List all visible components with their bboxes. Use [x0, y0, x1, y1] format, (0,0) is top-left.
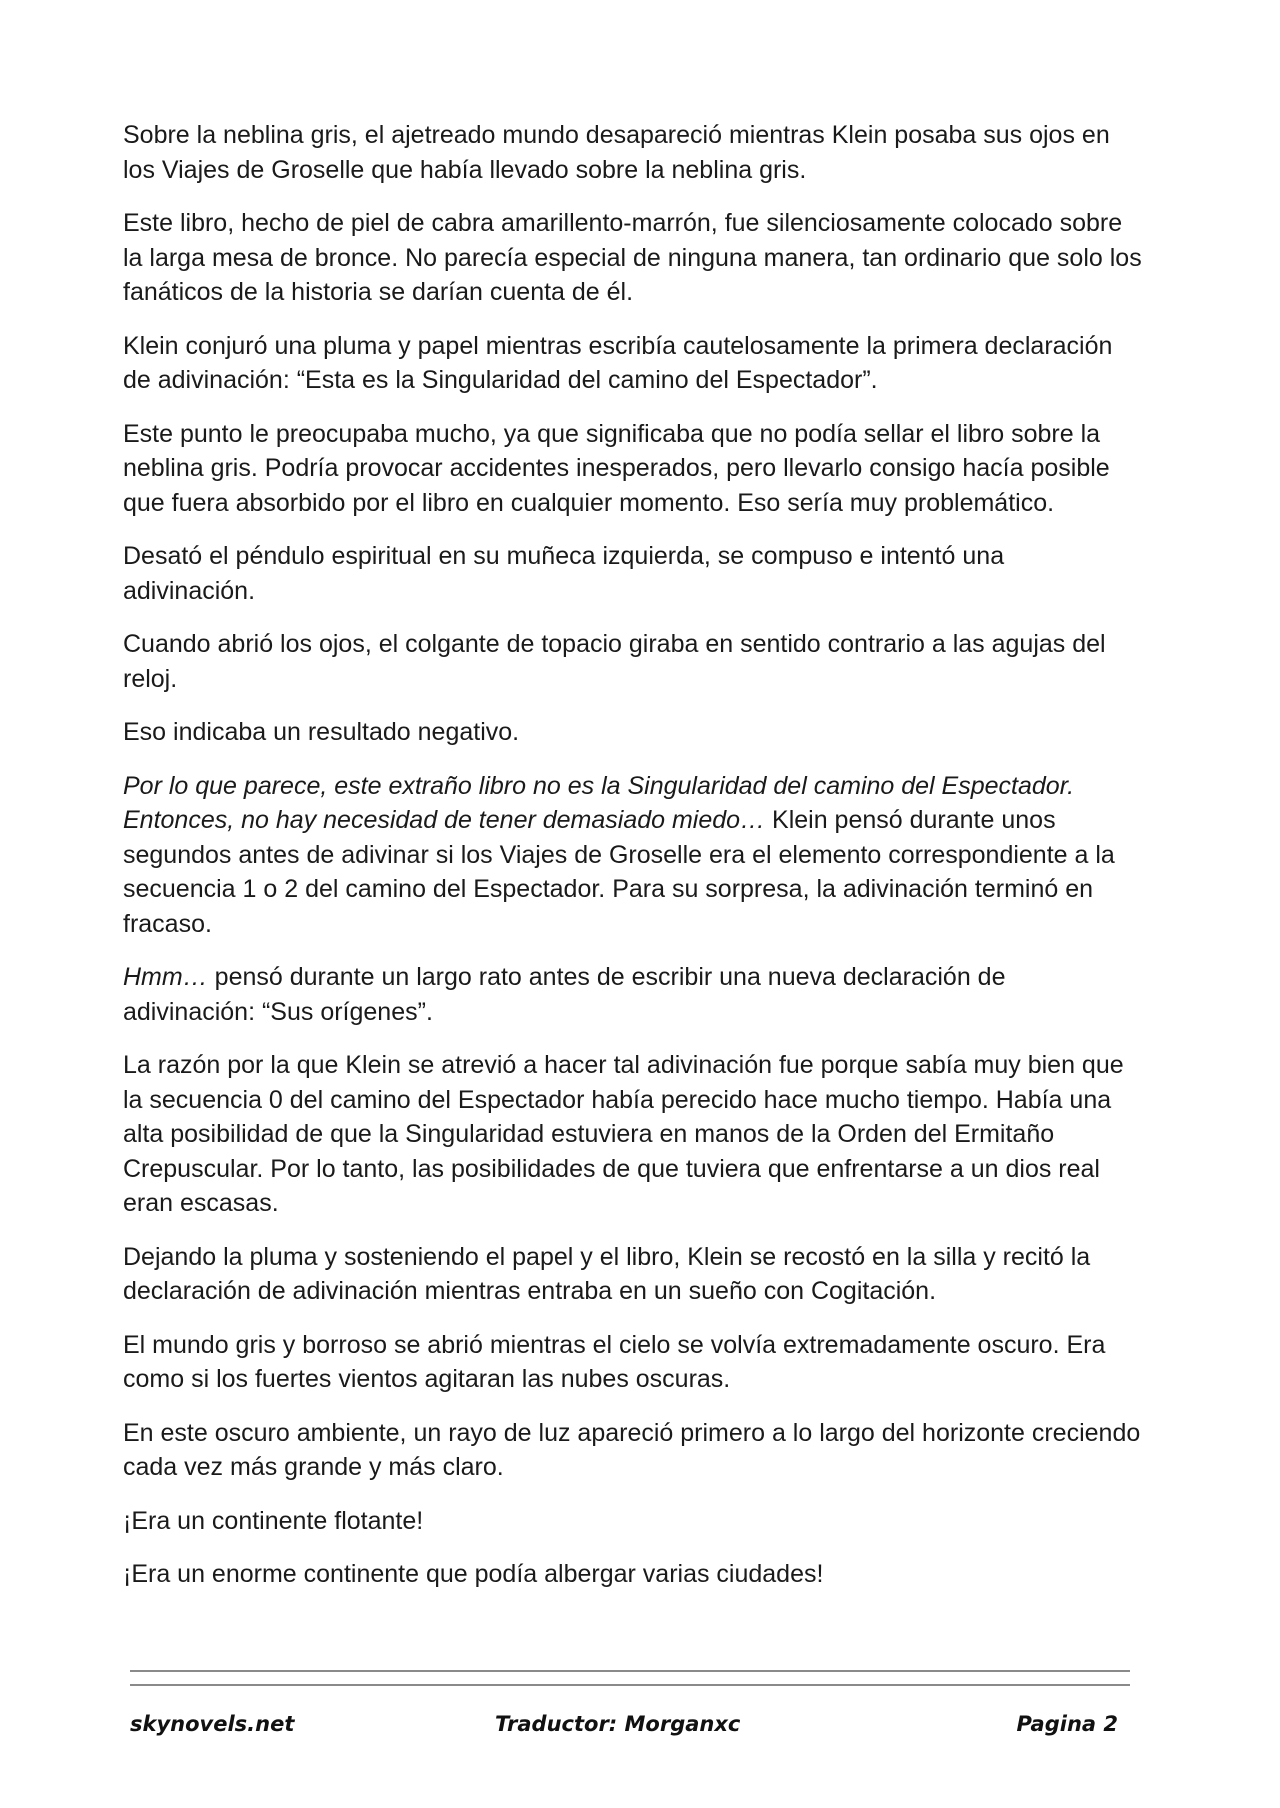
- paragraph: [123, 627, 1143, 696]
- paragraph-text: pensó durante un largo rato antes de escribir una nueva declaración de adivinación: “Sus orígenes”.: [123, 963, 1006, 1026]
- paragraph-text: Sobre la neblina gris, el ajetreado mundo desapareció mientras Klein posaba sus ojos en los Viajes de Groselle que había llevado sobre la neblina gris.: [123, 121, 1110, 184]
- paragraph: [123, 1240, 1143, 1309]
- paragraph-text: ¡Era un enorme continente que podía albergar varias ciudades!: [123, 1560, 824, 1588]
- paragraph-text: Cuando abrió los ojos, el colgante de topacio giraba en sentido contrario a las agujas del reloj.: [123, 630, 1106, 693]
- footer-rule-bottom: [130, 1684, 1130, 1686]
- paragraph-text: Este libro, hecho de piel de cabra amarillento-marrón, fue silenciosamente colocado sobre la larga mesa de bronce. No parecía especial de ninguna manera, tan ordinario que solo los fanáticos de la historia se darían cuenta de él.: [123, 209, 1142, 306]
- paragraph: [123, 1504, 1143, 1539]
- paragraph: [123, 118, 1143, 187]
- paragraph: [123, 769, 1143, 942]
- paragraph: [123, 329, 1143, 398]
- paragraph: [123, 715, 1143, 750]
- footer-page-number: Pagina 2: [1016, 1712, 1118, 1736]
- paragraph: [123, 539, 1143, 608]
- paragraph-text: ¡Era un continente flotante!: [123, 1506, 424, 1535]
- paragraph: [123, 1328, 1143, 1397]
- paragraph-text: El mundo gris y borroso se abrió mientras el cielo se volvía extremadamente oscuro. Era como si los fuertes vientos agitaran las nubes oscuras.: [123, 1330, 1106, 1393]
- italic-text: Hmm…: [123, 963, 208, 991]
- paragraph-text: En este oscuro ambiente, un rayo de luz apareció primero a lo largo del horizonte creciendo cada vez más grande y más claro.: [123, 1418, 1141, 1481]
- paragraph-text: Dejando la pluma y sosteniendo el papel y el libro, Klein se recostó en la silla y recitó la declaración de adivinación mientras entraba en un sueño con Cogitación.: [123, 1242, 1091, 1305]
- paragraph: [123, 1557, 1143, 1592]
- paragraph-text: Klein pensó durante unos segundos antes de adivinar si los Viajes de Groselle era el elemento correspondiente a la secuencia 1 o 2 del camino del Espectador. Para su sorpresa, la adivinación terminó en fracaso.: [123, 806, 1115, 938]
- page-footer: [130, 1712, 1130, 1752]
- paragraph: [123, 1416, 1143, 1485]
- footer-site: skynovels.net: [130, 1712, 295, 1736]
- paragraph-text: Klein conjuró una pluma y papel mientras escribía cautelosamente la primera declaración de adivinación: “Esta es la Singularidad del camino del Espectador”.: [123, 331, 1113, 394]
- paragraph-text: Desató el péndulo espiritual en su muñeca izquierda, se compuso e intentó una adivinación.: [123, 542, 1005, 605]
- paragraph: [123, 206, 1143, 310]
- footer-rule-top: [130, 1670, 1130, 1672]
- paragraph: [123, 1048, 1143, 1221]
- paragraph-text: La razón por la que Klein se atrevió a hacer tal adivinación fue porque sabía muy bien que la secuencia 0 del camino del Espectador había perecido hace mucho tiempo. Había una alta posibilidad de que la Singularidad estuviera en manos de la Orden del Ermitaño Crepuscular. Por lo tanto, las posibilidades de que tuviera que enfrentarse a un dios real eran escasas.: [123, 1051, 1124, 1217]
- paragraph: [123, 417, 1143, 521]
- footer-divider: [130, 1670, 1130, 1686]
- paragraph-text: Eso indicaba un resultado negativo.: [123, 718, 520, 746]
- footer-translator: Traductor: Morganxc: [495, 1712, 741, 1736]
- chapter-body: [123, 118, 1143, 1611]
- italic-text: Por lo que parece, este extraño libro no es la Singularidad del camino del Espectador. Entonces, no hay necesidad de tener demasiado miedo…: [123, 771, 1075, 834]
- paragraph-text: Este punto le preocupaba mucho, ya que significaba que no podía sellar el libro sobre la neblina gris. Podría provocar accidentes inesperados, pero llevarlo consigo hacía posible que fuera absorbido por el libro en cualquier momento. Eso sería muy problemático.: [123, 419, 1110, 517]
- paragraph: [123, 960, 1143, 1029]
